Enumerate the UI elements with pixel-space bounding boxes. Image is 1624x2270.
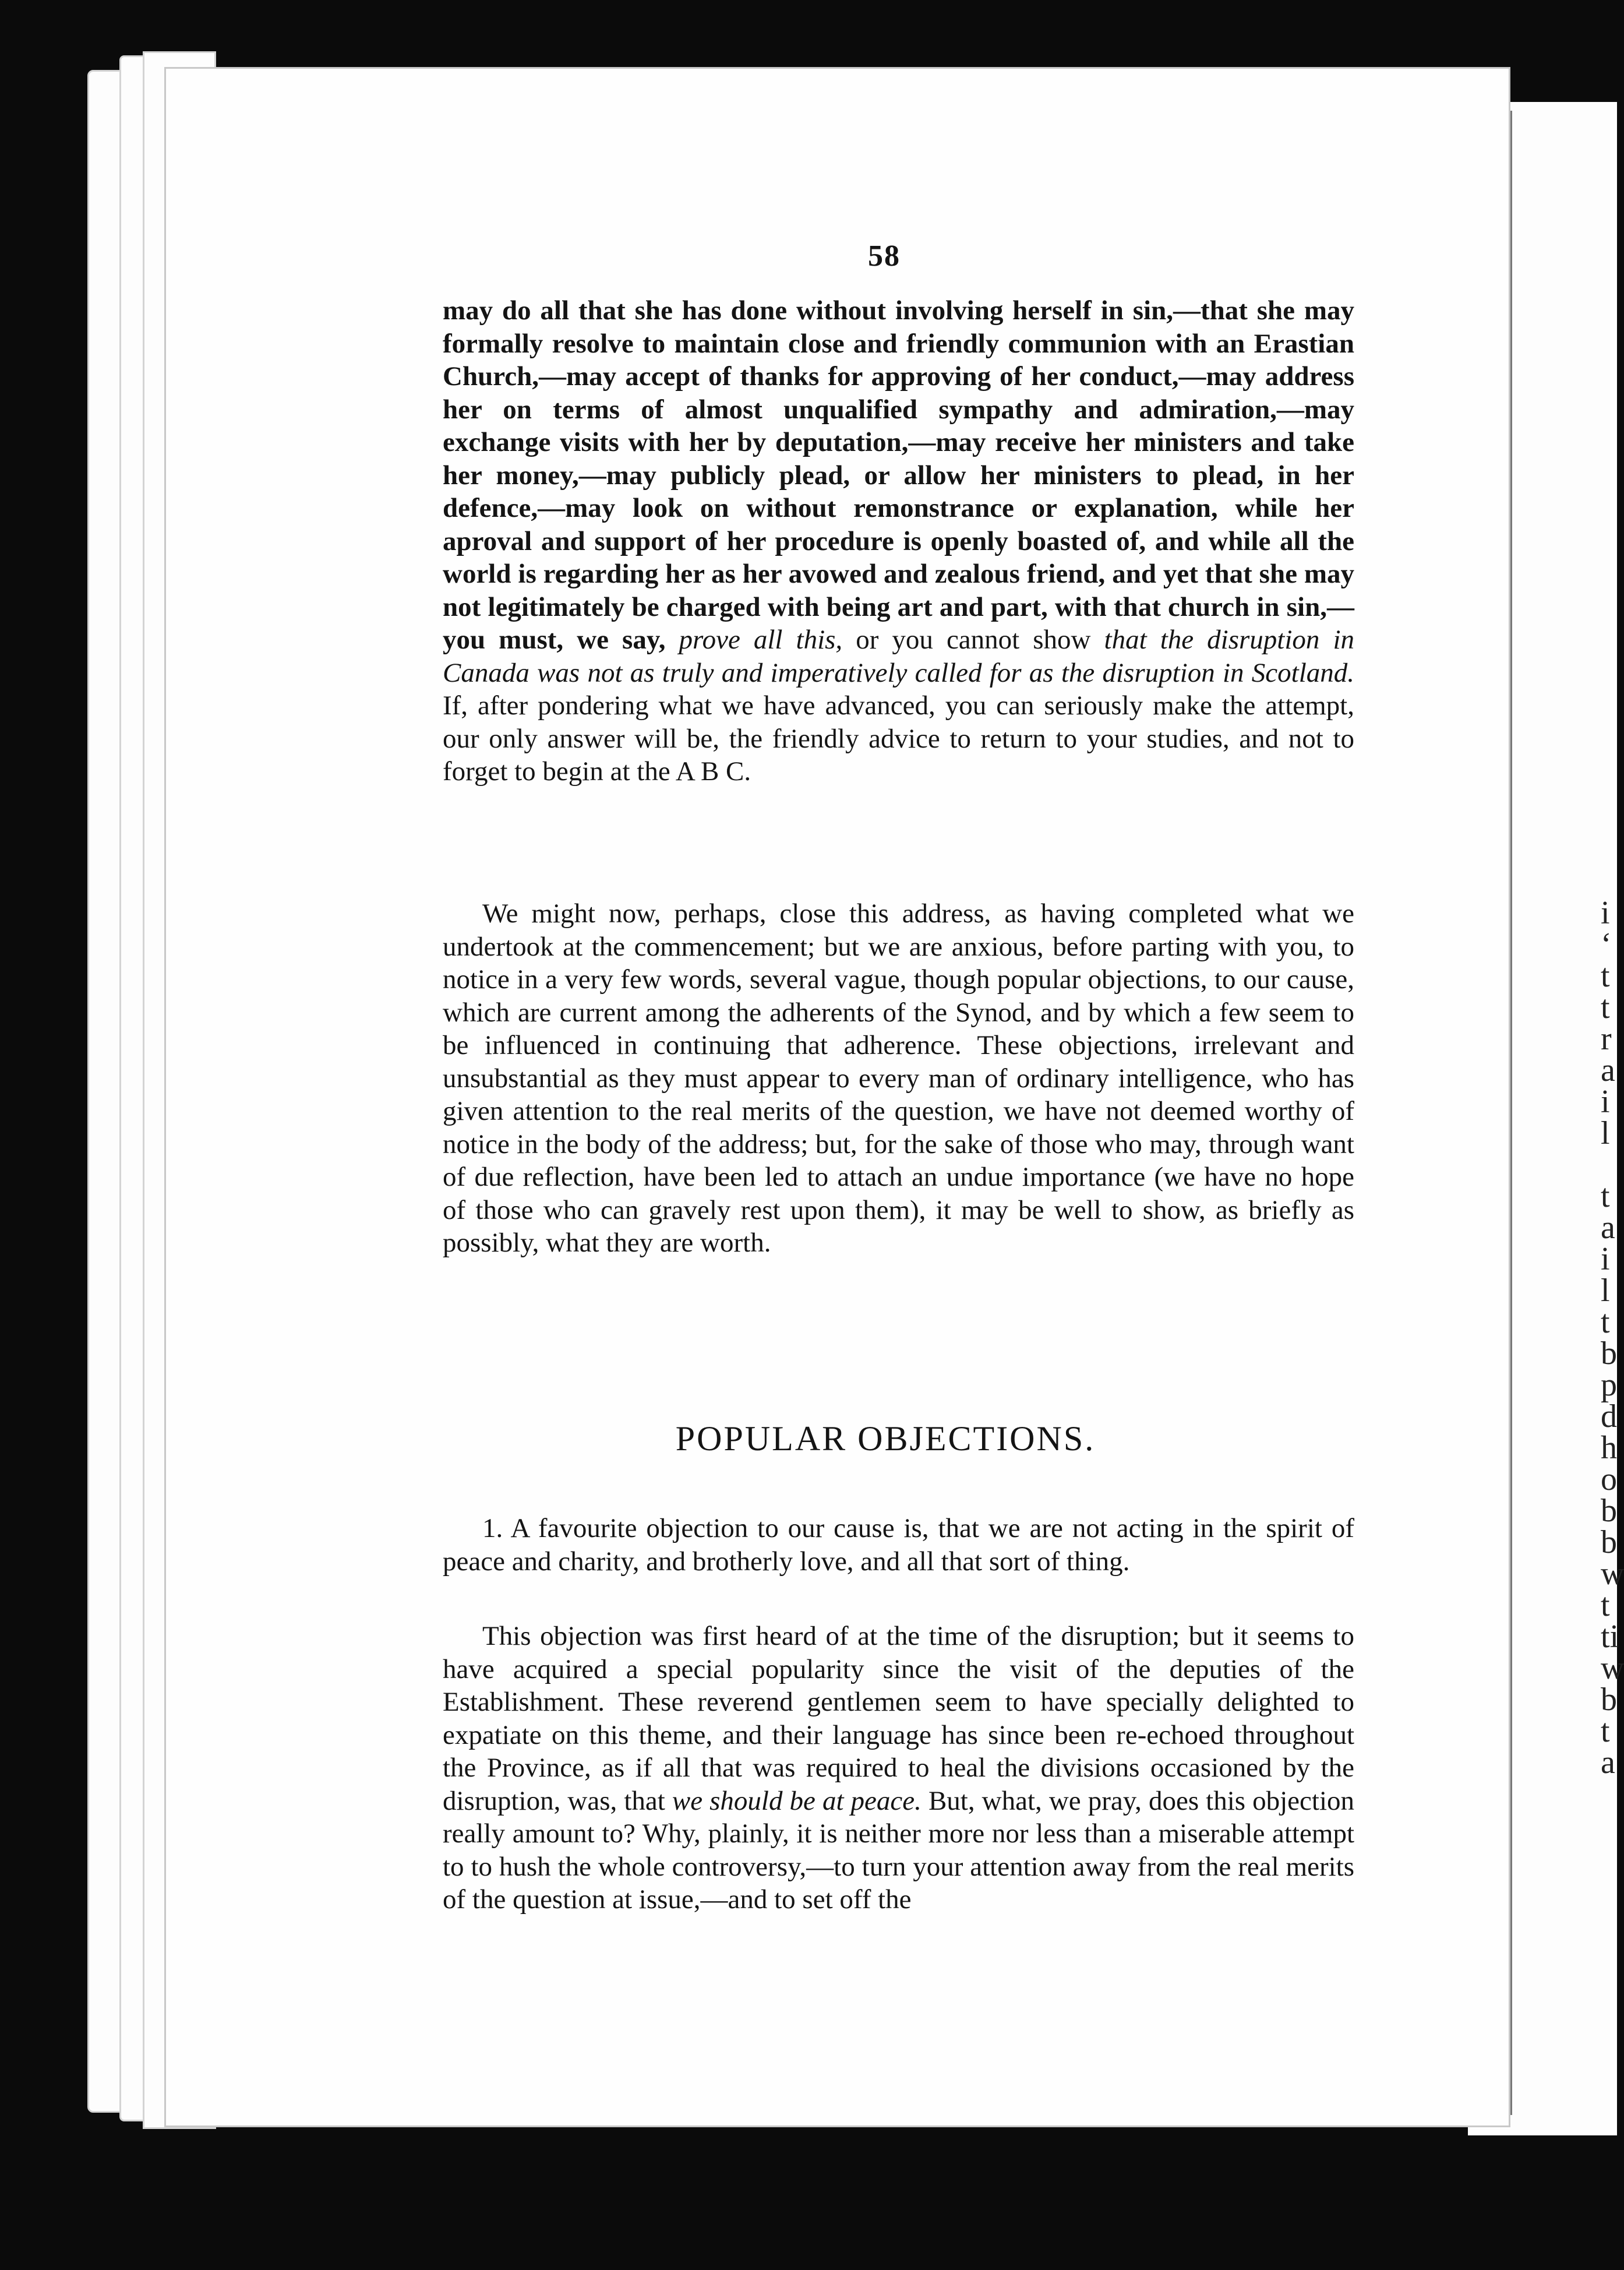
italic-phrase: we should be at peace. [672, 1785, 922, 1816]
facing-page-text-fragments: i ‘ t t r a i l t a i l t b p d h o b b w t ti w b t a [1601, 895, 1624, 1781]
paragraph-text: This objection was first heard of at the time of the disruption; but it seems to have acquired a special popularity since the visit of the deputies of the Establishment. These reverend gentlemen seem to have specially delighted to expatiate on this theme, and their language has since been re-echoed throughout the Province, as if all that was required to heal the divisions occasioned by the disruption, was, that [443, 1621, 1354, 1816]
section-heading: POPULAR OBJECTIONS. [675, 1419, 1096, 1458]
paragraph-text: 1. A favourite objection to our cause is, that we are not acting in the spirit of peace and charity, and brotherly love, and all that sort of thing. [443, 1513, 1354, 1577]
paragraph [443, 1512, 1354, 1578]
paragraph-bold-text: may do all that she has done without involving herself in sin,—that she may formally resolve to maintain close and friendly communion with an Erastian Church,—may accept of thanks for approving of her conduct,—may address her on terms of almost unqualified sympathy and admiration,—may exchange visits with her by deputation,—may receive her ministers and take her money,—may publicly plead, or allow her ministers to plead, in her defence,—may look on without remonstrance or explanation, while her aproval and support of her procedure is openly boasted of, and while all the world is regarding her as her avowed and zealous friend, and yet that she may not legitimately be charged with being art and part, with that church in sin,—you must, we say, [443, 295, 1354, 655]
paragraph [443, 897, 1354, 1260]
paragraph-text: But, what, we pray, does this objection really amount to? Why, plainly, it is neither more nor less than a miserable attempt to to hush the whole controversy,—to turn your attention away from the real merits of the question at issue,—and to set off the [443, 1785, 1355, 1915]
book-binding-shadow [1509, 111, 1512, 2115]
italic-phrase: prove all this, [679, 625, 843, 655]
paragraph-text: or you cannot show [856, 625, 1091, 655]
paragraph-continuation [443, 294, 1354, 788]
paragraph-text: If, after pondering what we have advanced, you can seriously make the attempt, our only answer will be, the friendly advice to return to your studies, and not to forget to begin at the A B C. [443, 690, 1354, 787]
paragraph-text: We might now, perhaps, close this address, as having completed what we undertook at the commencement; but we are anxious, before parting with you, to notice in a very few words, several vague, though popular objections, to our cause, which are current among the adherents of the Synod, and by which a few seem to be influenced in continuing that adherence. These objections, irrelevant and unsubstantial as they must appear to every man of ordinary intelligence, who has given attention to the real merits of the question, we have not deemed worthy of notice in the body of the address; but, for the sake of those who may, through want of due reflection, have been led to attach an undue importance (we have no hope of those who can gravely rest upon them), it may be well to show, as briefly as possibly, what they are worth. [443, 898, 1354, 1258]
paragraph [443, 1620, 1354, 1916]
italic-phrase: that the disruption in Canada was not as truly and imperatively called for as the disruption in Scotland. [443, 625, 1355, 688]
page-number: 58 [868, 239, 901, 273]
